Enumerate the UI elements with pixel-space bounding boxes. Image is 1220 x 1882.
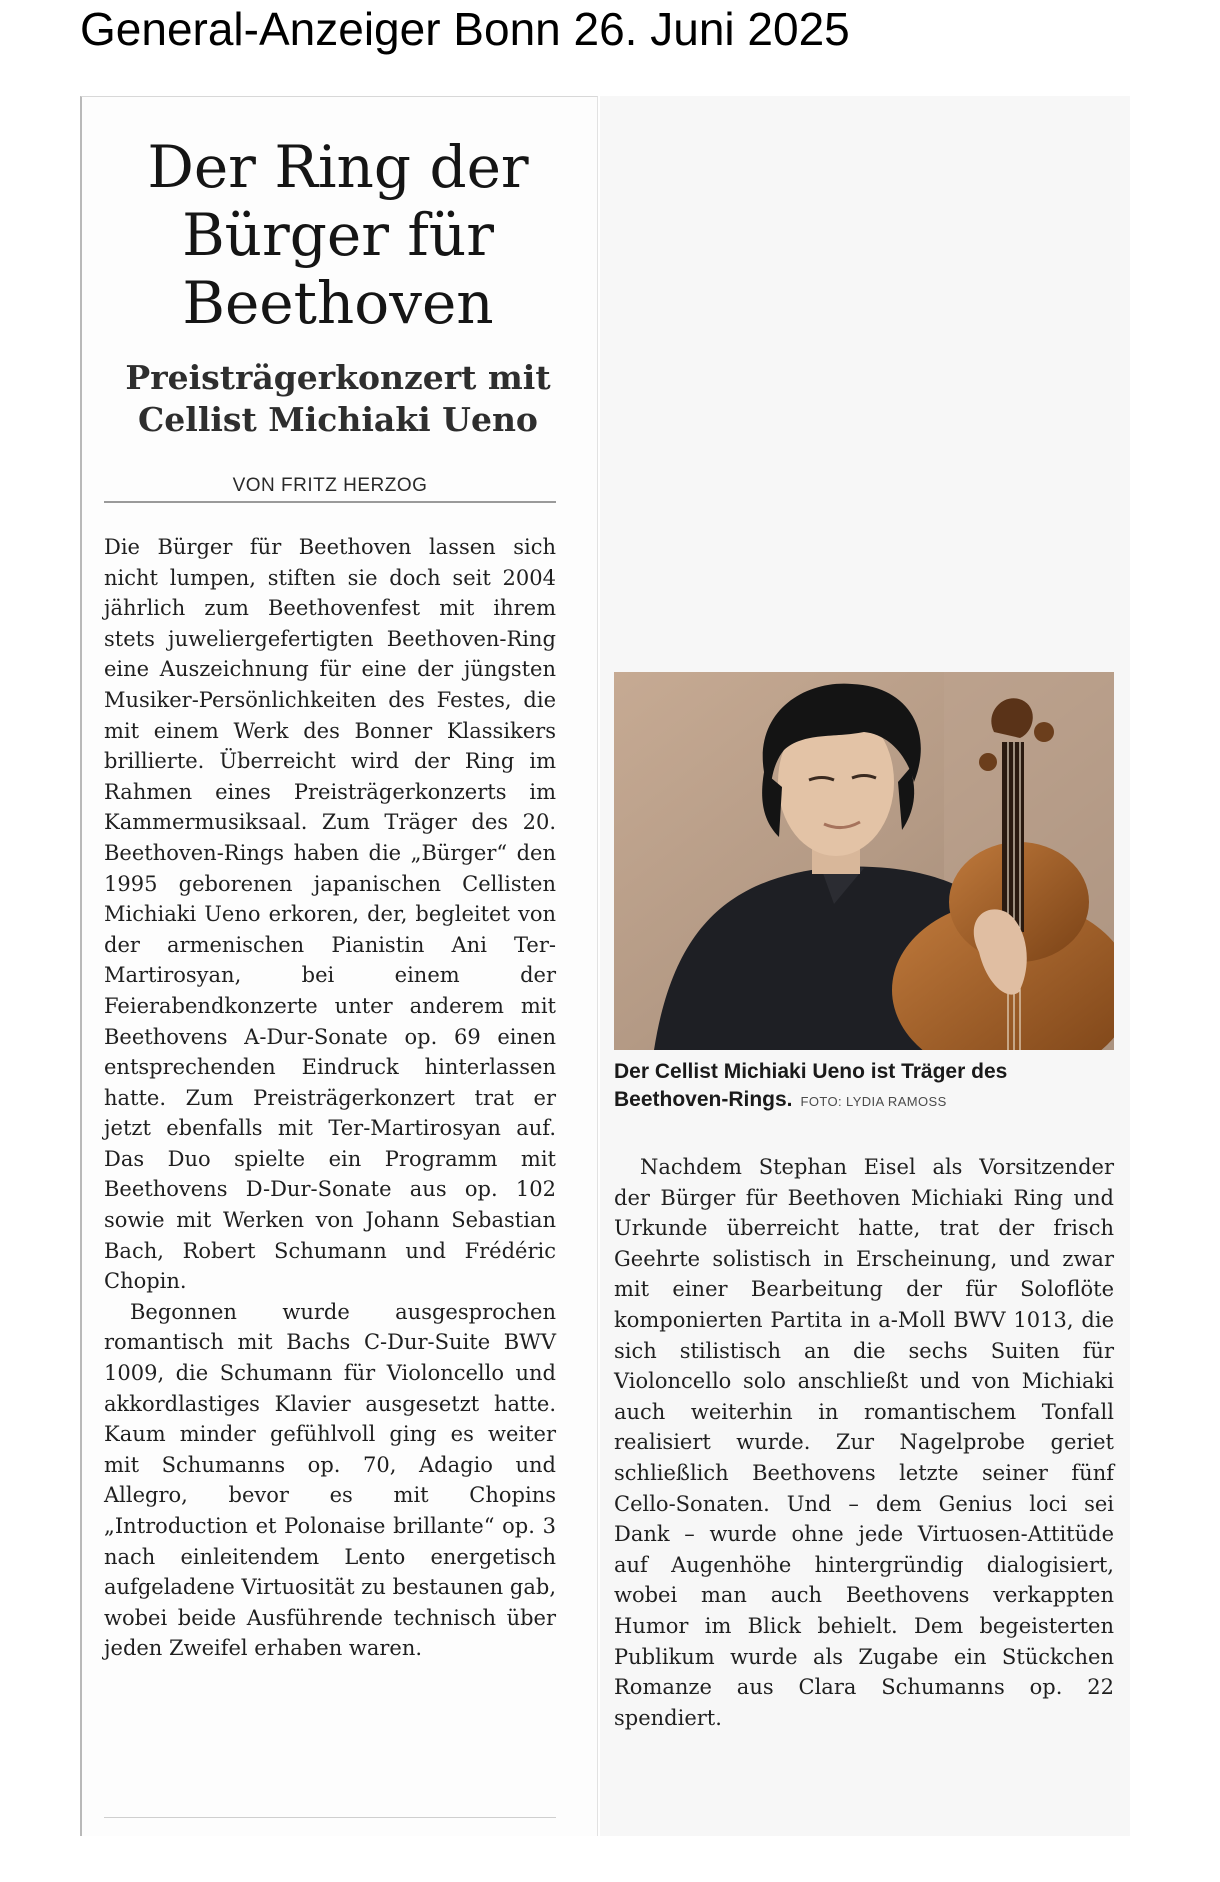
article-body-left <box>104 532 556 1664</box>
headline-line: Der Ring der <box>147 133 529 201</box>
bottom-divider <box>104 1817 556 1818</box>
paragraph: Begonnen wurde ausgesprochen romantisch mit Bachs C-Dur-Suite BWV 1009, die Schumann für Violoncello und akkordlastiges Klavier ausgesetzt hatte. Kaum minder gefühlvoll ging es weiter mit Schumanns op. 70, Adagio und Allegro, bevor es mit Chopins „Introduction et Polonaise brillante“ op. 3 nach einleitendem Lento energetisch aufgeladene Virtuosität zu bestaunen gab, wobei beide Ausführende technisch über jeden Zweifel erhaben waren. <box>104 1299 556 1661</box>
paragraph: Nachdem Stephan Eisel als Vorsitzender der Bürger für Beethoven Michiaki Ring und Urkunde überreicht hatte, trat der frisch Geehrte solistisch in Erscheinung, und zwar mit einer Bearbeitung der für Soloflöte komponierten Partita in a-Moll BWV 1013, die sich stilistisch an die sechs Suiten für Violoncello solo anschließt und von Michiaki auch weiterhin in romantischem Tonfall realisiert wurde. Zur Nagelprobe geriet schließlich Beethovens letzte seiner fünf Cello-Sonaten. Und – dem Genius loci sei Dank – wurde ohne jede Virtuosen-Attitüde auf Augenhöhe hintergründig dialogisiert, wobei man auch Beethovens verkappten Humor im Blick behielt. Dem begeisterten Publikum wurde als Zugabe ein Stückchen Romanze aus Clara Schumanns op. 22 spendiert. <box>614 1155 1114 1730</box>
caption-text: Der Cellist Michiaki Ueno ist Träger des Beethoven-Rings. <box>614 1060 1008 1111</box>
left-column <box>80 96 598 1836</box>
headline-line: Bürger für <box>182 201 494 269</box>
subheadline-line: Preisträgerkonzert mit <box>125 358 551 397</box>
newspaper-clipping <box>80 96 1130 1836</box>
headline-line: Beethoven <box>182 269 494 337</box>
cellist-photo <box>614 672 1114 1050</box>
paragraph: Die Bürger für Beethoven lassen sich nicht lumpen, stiften sie doch seit 2004 jährlich zum Beethovenfest mit ihrem stets juweliergefertigten Beethoven-Ring eine Auszeichnung für eine der jüngsten Musiker-Persönlichkeiten des Festes, die mit einem Werk des Bonner Klassikers brillierte. Überreicht wird der Ring im Rahmen eines Preisträgerkonzerts im Kammermusiksaal. Zum Träger des 20. Beethoven-Rings haben die „Bürger“ den 1995 geborenen japanischen Cellisten Michiaki Ueno erkoren, der, begleitet von der armenischen Pianistin Ani Ter-Martirosyan, bei einem der Feierabendkonzerte unter anderem mit Beethovens A-Dur-Sonate op. 69 einen entsprechenden Eindruck hinterlassen hatte. Zum Preisträgerkonzert trat er jetzt ebenfalls mit Ter-Martirosyan auf. Das Duo spielte ein Programm mit Beethovens D-Dur-Sonate aus op. 102 sowie mit Werken von Johann Sebastian Bach, Robert Schumann und Frédéric Chopin. <box>104 535 556 1294</box>
photo-credit: FOTO: LYDIA RAMOSS <box>800 1094 947 1109</box>
subheadline <box>102 357 574 441</box>
headline <box>102 133 574 337</box>
subheadline-line: Cellist Michiaki Ueno <box>138 400 538 439</box>
byline: VON FRITZ HERZOG <box>104 475 556 503</box>
right-column <box>600 96 1130 1836</box>
photo-caption <box>614 1058 1114 1116</box>
article-body-right <box>614 1152 1114 1733</box>
source-line: General-Anzeiger Bonn 26. Juni 2025 <box>80 3 850 55</box>
cellist-photo-illustration <box>614 672 1114 1050</box>
